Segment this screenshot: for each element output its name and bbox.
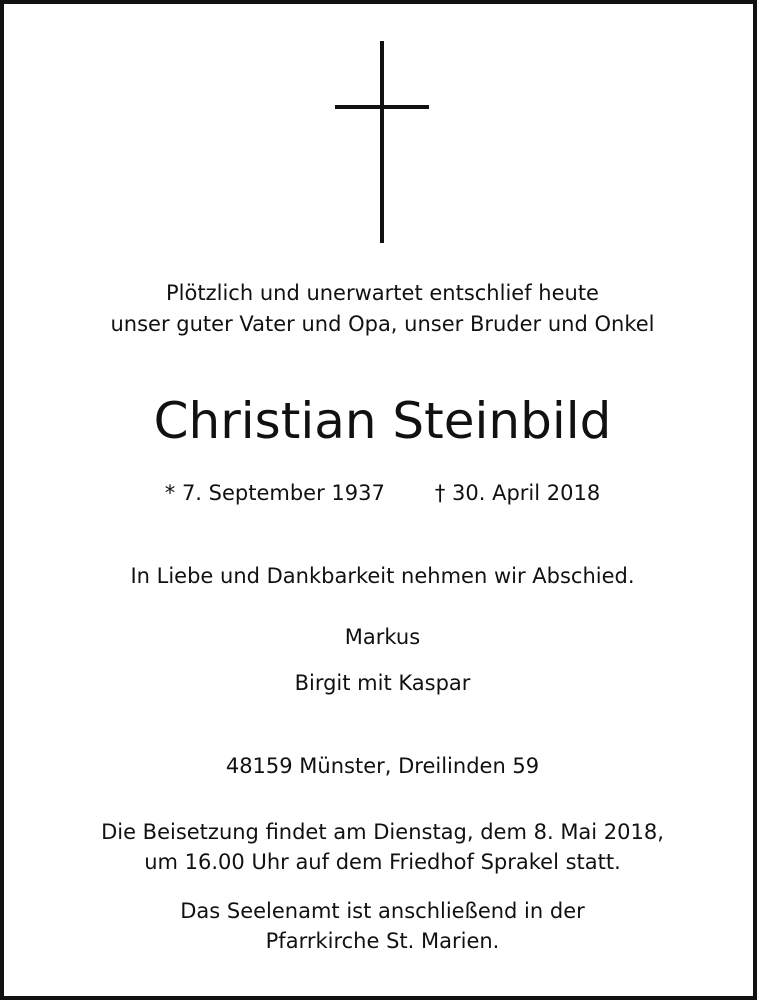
deceased-name: Christian Steinbild bbox=[153, 392, 612, 450]
intro-line-2: unser guter Vater und Opa, unser Bruder und Onkel bbox=[110, 312, 655, 336]
birth-date: * 7. September 1937 bbox=[164, 481, 385, 505]
funeral-line-2: um 16.00 Uhr auf dem Friedhof Sprakel statt. bbox=[144, 850, 621, 874]
cross-icon bbox=[335, 41, 429, 243]
funeral-line-1: Die Beisetzung findet am Dienstag, dem 8. Mai 2018, bbox=[101, 820, 664, 844]
farewell-text: In Liebe und Dankbarkeit nehmen wir Abschied. bbox=[130, 564, 635, 588]
life-dates bbox=[4, 478, 757, 508]
death-date: † 30. April 2018 bbox=[434, 481, 601, 505]
mourner-name: Markus bbox=[344, 625, 421, 649]
cross-vertical-bar bbox=[380, 41, 384, 243]
mourner-name: Birgit mit Kaspar bbox=[294, 671, 471, 695]
requiem-line-2: Pfarrkirche St. Marien. bbox=[265, 929, 500, 953]
family-address: 48159 Münster, Dreilinden 59 bbox=[225, 754, 540, 778]
cross-horizontal-bar bbox=[335, 105, 429, 109]
requiem-line-1: Das Seelenamt ist anschließend in der bbox=[180, 899, 585, 923]
intro-line-1: Plötzlich und unerwartet entschlief heute bbox=[166, 281, 599, 305]
